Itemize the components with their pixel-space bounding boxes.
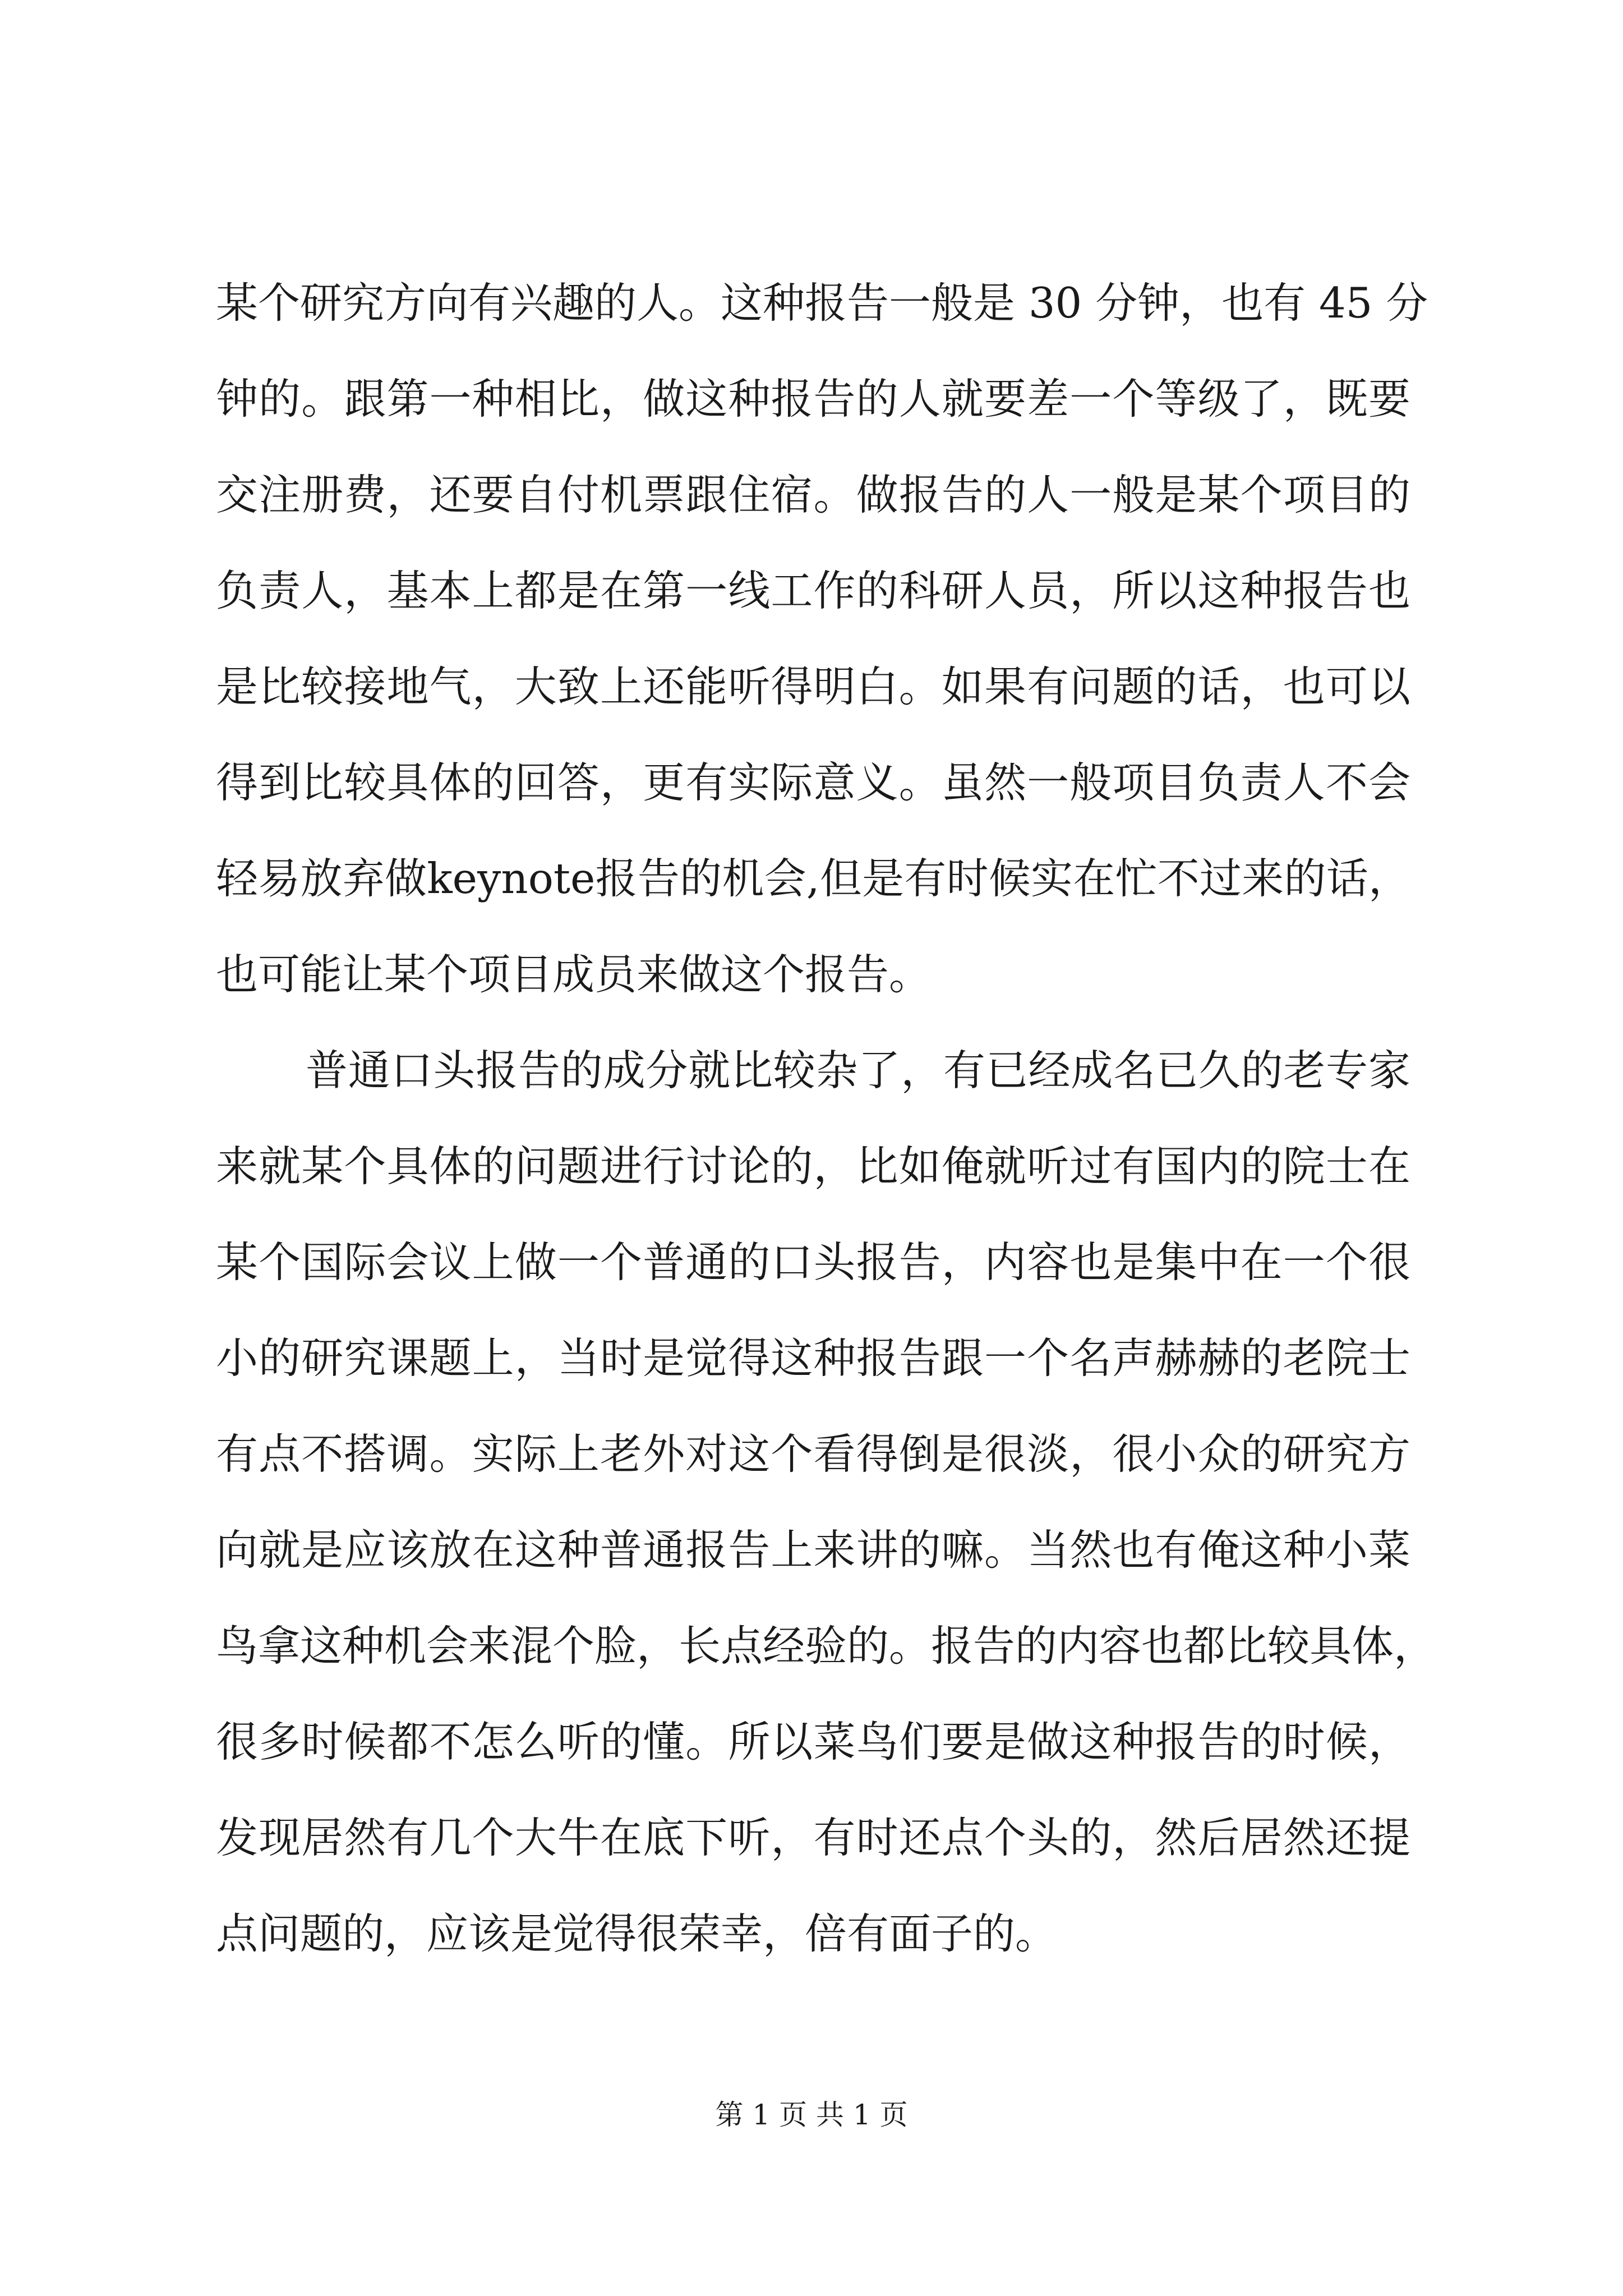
text-line: 钟的。跟第一种相比，做这种报告的人就要差一个等级了，既要 xyxy=(216,374,1410,424)
text-line: 来就某个具体的问题进行讨论的，比如俺就听过有国内的院士在 xyxy=(216,1142,1410,1191)
text-line: 很多时候都不怎么听的懂。所以菜鸟们要是做这种报告的时候， xyxy=(216,1717,1410,1766)
paragraph-1 xyxy=(216,255,1428,1023)
text-line: 某个国际会议上做一个普通的口头报告，内容也是集中在一个很 xyxy=(216,1237,1410,1287)
page-footer: 第 1 页 共 1 页 xyxy=(715,2099,908,2131)
text-line: 得到比较具体的回答，更有实际意义。虽然一般项目负责人不会 xyxy=(216,758,1410,807)
text-line: 发现居然有几个大牛在底下听，有时还点个头的，然后居然还提 xyxy=(216,1813,1410,1862)
text-line: 鸟拿这种机会来混个脸，长点经验的。报告的内容也都比较具体， xyxy=(216,1621,1436,1671)
text-line: 点问题的，应该是觉得很荣幸，倍有面子的。 xyxy=(216,1909,1058,1958)
text-line: 是比较接地气，大致上还能听得明白。如果有问题的话，也可以 xyxy=(216,662,1410,711)
text-line: 轻易放弃做keynote报告的机会,但是有时候实在忙不过来的话， xyxy=(216,854,1410,903)
text-line: 交注册费，还要自付机票跟住宿。做报告的人一般是某个项目的 xyxy=(216,470,1410,519)
text-line: 也可能让某个项目成员来做这个报告。 xyxy=(216,950,932,999)
text-line: 小的研究课题上，当时是觉得这种报告跟一个名声赫赫的老院士 xyxy=(216,1333,1410,1383)
text-line: 向就是应该放在这种普通报告上来讲的嘛。当然也有俺这种小菜 xyxy=(216,1525,1410,1575)
paragraph-2 xyxy=(216,1023,1436,1982)
document-body xyxy=(216,255,1436,1982)
text-line: 负责人，基本上都是在第一线工作的科研人员，所以这种报告也 xyxy=(216,566,1410,615)
text-line: 某个研究方向有兴趣的人。这种报告一般是 30 分钟，也有 45 分 xyxy=(216,278,1428,328)
text-line: 普通口头报告的成分就比较杂了，有已经成名已久的老专家 xyxy=(306,1046,1410,1095)
text-line: 有点不搭调。实际上老外对这个看得倒是很淡，很小众的研究方 xyxy=(216,1429,1410,1479)
